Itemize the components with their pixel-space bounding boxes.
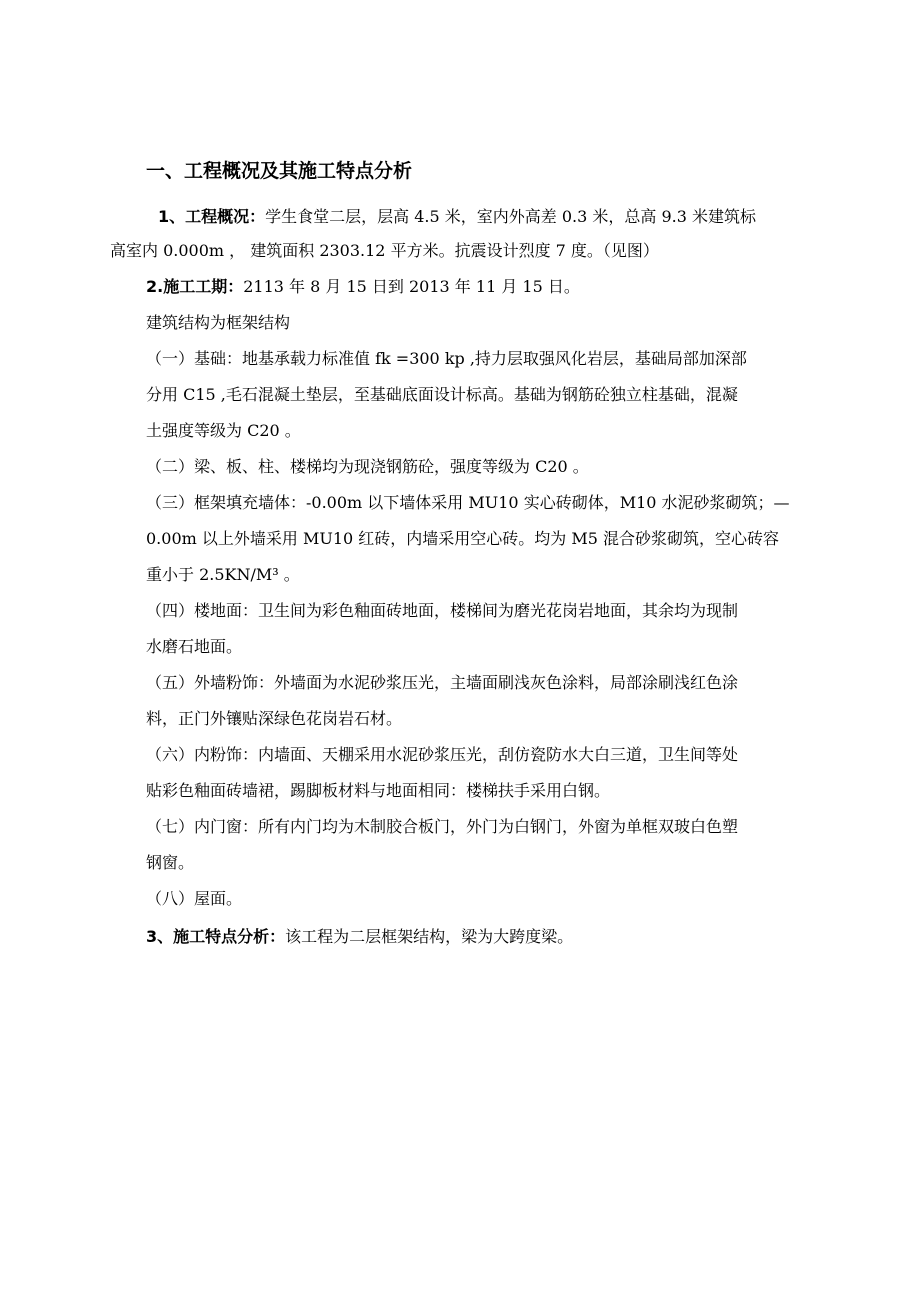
floor-line-2: 水磨石地面。: [146, 637, 243, 656]
overview-line-1: [158, 206, 834, 228]
overview-text-a: 学生食堂二层，层高 4.5 米，室内外高差 0.3 米，总高 9.3 米建筑标: [265, 207, 756, 226]
foundation-line-3: 土强度等级为 C20 。: [146, 421, 301, 440]
infill-wall-line-3: 重小于 2.5KN/M³ 。: [146, 565, 300, 584]
structure-line: 建筑结构为框架结构: [146, 313, 291, 332]
exterior-finish-line-2: 料，正门外镶贴深绿色花岗岩石材。: [146, 709, 403, 728]
roof-line: （八）屋面。: [146, 889, 243, 908]
schedule-line: [146, 276, 580, 298]
interior-finish-line-1: （六）内粉饰：内墙面、天棚采用水泥砂浆压光，刮仿瓷防水大白三道，卫生间等处: [146, 745, 739, 764]
foundation-line-1: （一）基础：地基承载力标准值 fk =300 kp ,持力层取强风化岩层，基础局部加深部: [146, 349, 747, 368]
analysis-line: [146, 926, 573, 948]
doors-windows-line-1: （七）内门窗：所有内门均为木制胶合板门，外门为白钢门，外窗为单框双玻白色塑: [146, 817, 739, 836]
analysis-text: 该工程为二层框架结构，梁为大跨度梁。: [285, 927, 574, 946]
exterior-finish-line-1: （五）外墙粉饰：外墙面为水泥砂浆压光，主墙面刷浅灰色涂料，局部涂刷浅红色涂: [146, 673, 739, 692]
floor-line-1: （四）楼地面：卫生间为彩色釉面砖地面，楼梯间为磨光花岗岩地面，其余均为现制: [146, 601, 739, 620]
section-heading: 一、工程概况及其施工特点分析: [146, 160, 413, 182]
analysis-label: 3、施工特点分析：: [146, 927, 286, 946]
overview-label: 1、工程概况：: [158, 207, 266, 226]
schedule-label: 2.施工工期：: [146, 277, 244, 296]
beams-line: （二）梁、板、柱、楼梯均为现浇钢筋砼，强度等级为 C20 。: [146, 457, 589, 476]
foundation-line-2: 分用 C15 ,毛石混凝土垫层，至基础底面设计标高。基础为钢筋砼独立柱基础，混凝: [146, 385, 738, 404]
infill-wall-line-1: （三）框架填充墙体：-0.00m 以下墙体采用 MU10 实心砖砌体，M10 水泥砂浆砌筑；—: [146, 493, 790, 512]
infill-wall-line-2: 0.00m 以上外墙采用 MU10 红砖，内墙采用空心砖。均为 M5 混合砂浆砌筑，空心砖容: [146, 529, 780, 548]
schedule-text: 2113 年 8 月 15 日到 2013 年 11 月 15 日。: [243, 277, 580, 296]
interior-finish-line-2: 贴彩色釉面砖墙裙，踢脚板材料与地面相同：楼梯扶手采用白钢。: [146, 781, 611, 800]
overview-line-2: 高室内 0.000m ， 建筑面积 2303.12 平方米。抗震设计烈度 7 度。（见图）: [110, 241, 659, 260]
doors-windows-line-2: 钢窗。: [146, 853, 195, 872]
